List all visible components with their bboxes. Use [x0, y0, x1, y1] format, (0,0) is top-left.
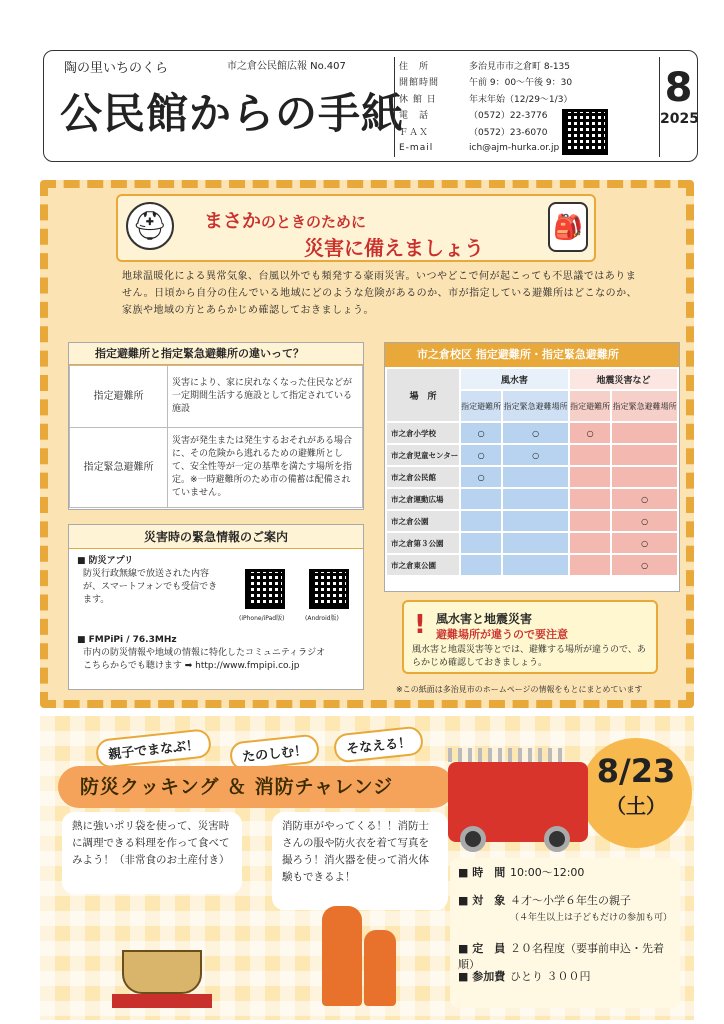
row-value: 災害により、家に戻れなくなった住民などが一定期間生活する施設として指定されている施設: [168, 366, 363, 428]
row-key: 指定緊急避難所: [70, 428, 168, 508]
shelter-mark: ○: [461, 423, 501, 443]
table-row: [387, 533, 677, 553]
subheader: 指定緊急避難場所: [503, 391, 568, 421]
warning-title: 風水害と地震災害: [436, 612, 533, 626]
info-key: 住 所: [399, 61, 430, 72]
info-key: 休 館 日: [399, 94, 437, 105]
shelter-mark: [503, 467, 568, 487]
emergency-bag-icon: 🎒: [548, 202, 588, 252]
disaster-intro: 地球温暖化による異常気象、台風以外でも頻発する豪雨災害。いつやどこで何が起こっても不思議ではありません。日頃から自分の住んでいる地域にどのような危険があるのか、市が指定している避難所はどこなのか、家族や地域の方とあらかじめ確認しておきましょう。: [122, 271, 638, 316]
banner-line2: 災害に備えましょう: [304, 236, 484, 260]
event-weekday: （土）: [606, 794, 666, 818]
shelter-name: 市之倉児童センター: [387, 445, 459, 465]
table-row: [387, 445, 677, 465]
table-row: [387, 467, 677, 487]
shelter-mark: [503, 511, 568, 531]
detail-key: ■ 参加費: [458, 970, 506, 983]
detail-target: [458, 892, 631, 908]
qr-code-icon[interactable]: [562, 109, 608, 155]
info-key: 電 話: [399, 111, 430, 122]
shelter-name: 市之倉第３公園: [387, 533, 459, 553]
subheader: 指定緊急避難場所: [612, 391, 677, 421]
shelter-mark: ○: [612, 533, 677, 553]
phone: （0572）22-3776: [469, 111, 548, 122]
warning-box: [402, 600, 658, 674]
info-key: E-mail: [399, 142, 434, 153]
shelter-mark: [461, 489, 501, 509]
shelter-mark: [570, 555, 610, 575]
child-firefighter-icon: [364, 930, 396, 1006]
shelter-mark: [503, 533, 568, 553]
shelter-mark: ○: [503, 445, 568, 465]
shelter-name: 市之倉運動広場: [387, 489, 459, 509]
qr-caption-android: (Android版): [305, 615, 339, 622]
contact-info: [394, 57, 654, 157]
closed-days: 年末年始（12/29～1/3）: [469, 94, 573, 105]
issue-year: 2025: [660, 111, 699, 127]
event-date: [580, 738, 692, 848]
table-row: [387, 423, 677, 443]
event-title: 防災クッキング ＆ 消防チャレンジ: [58, 766, 454, 808]
cooking-description: 熱に強いポリ袋を使って、災害時に調理できる料理を作って食べてみよう！（非常食のお土産付き）: [62, 812, 242, 894]
detail-value: ２０名程度（要事前申込・先着順）: [458, 942, 664, 971]
shelter-mark: [461, 511, 501, 531]
warning-subtitle: 避難場所が違うので要注意: [436, 628, 568, 641]
issue-date: [659, 57, 697, 157]
emergency-title: 災害時の緊急情報のご案内: [69, 525, 363, 549]
banner-line1: [204, 206, 366, 233]
tagline: 陶の里いちのくら: [64, 61, 169, 76]
shelter-mark: [612, 467, 677, 487]
shelter-mark: [570, 511, 610, 531]
detail-key: ■ 時 間: [458, 866, 506, 879]
open-hours: 午前 9：00～午後 9：30: [469, 78, 573, 89]
subheader: 指定避難所: [570, 391, 610, 421]
shelter-name: 市之倉東公園: [387, 555, 459, 575]
shelter-mark: ○: [612, 489, 677, 509]
table-row: [387, 489, 677, 509]
fire-challenge-description: 消防車がやってくる！！消防士さんの服や防火衣を着て写真を撮ろう！消火器を使って消火体験もできるよ！: [272, 812, 448, 910]
difference-title: 指定避難所と指定緊急避難所の違いって？: [69, 343, 363, 365]
banner-maska: まさか: [204, 210, 262, 232]
table-row: [387, 555, 677, 575]
detail-key: ■ 定 員: [458, 942, 506, 955]
wheel-icon: [460, 826, 486, 852]
firefighter-icon: [322, 906, 362, 1006]
detail-time: [458, 864, 584, 880]
shelter-name: 市之倉公民館: [387, 467, 459, 487]
helmet-icon: ⛑: [126, 202, 174, 250]
shelter-mark: [570, 533, 610, 553]
issue-number: 市之倉公民館広報 No.407: [227, 61, 346, 72]
shelter-name: 市之倉小学校: [387, 423, 459, 443]
difference-table: [69, 365, 363, 508]
detail-value: ひとり ３００円: [510, 970, 591, 983]
event-details: [450, 858, 680, 1008]
warning-text: 風水害と地震災害等とでは、避難する場所が違うので、あらかじめ確認しておきましょう。: [412, 645, 646, 668]
subheader: 指定避難所: [461, 391, 501, 421]
disaster-banner: [116, 194, 596, 262]
issue-month: 8: [664, 65, 693, 111]
shelter-mark: ○: [503, 423, 568, 443]
shelter-mark: ○: [612, 555, 677, 575]
shelter-mark: ○: [612, 511, 677, 531]
detail-target-note: [458, 910, 672, 923]
shelter-mark: [570, 467, 610, 487]
info-key: 開館時間: [399, 78, 440, 89]
exclamation-icon: !: [414, 610, 426, 640]
ribbon-prepare: そなえる！: [333, 725, 425, 763]
quake-header: 地震災害など: [570, 369, 677, 389]
shelter-mark: [612, 423, 677, 443]
source-note: ※この紙面は多治見市のホームページの情報をもとにまとめています: [396, 685, 643, 694]
cooking-pot-icon: [122, 950, 202, 994]
shelter-mark: [503, 555, 568, 575]
ribbon-learn: 親子でまなぶ！: [95, 728, 212, 769]
shelter-mark: ○: [570, 423, 610, 443]
app-text: 防災行政無線で放送された内容が、スマートフォンでも受信できます。: [83, 569, 218, 605]
shelter-mark: [461, 555, 501, 575]
detail-value: 10:00～12:00: [510, 866, 585, 879]
email: ich@ajm-hurka.or.jp: [469, 142, 560, 153]
shelter-mark: [503, 489, 568, 509]
ribbon-enjoy: たのしむ！: [229, 733, 321, 771]
shelter-mark: [570, 445, 610, 465]
detail-fee: [458, 968, 591, 984]
wheel-icon: [544, 826, 570, 852]
app-label: ■ 防災アプリ: [77, 556, 134, 566]
qr-caption-ios: (iPhone/iPad版): [239, 615, 285, 622]
shelter-mark: ○: [461, 445, 501, 465]
table-header-row: [387, 369, 677, 389]
detail-key: ■ 対 象: [458, 894, 506, 907]
row-key: 指定避難所: [70, 366, 168, 428]
shelter-name: 市之倉公園: [387, 511, 459, 531]
shelter-mark: [612, 445, 677, 465]
fm-label: ■ FMPiPi / 76.3MHz: [77, 635, 177, 645]
table-row: [70, 428, 363, 508]
address: 多治見市市之倉町 8-135: [469, 61, 571, 72]
detail-value: ４才～小学６年生の親子: [510, 894, 631, 907]
qr-code-android-icon[interactable]: [309, 569, 349, 609]
flood-header: 風水害: [461, 369, 568, 389]
shelter-mark: ○: [461, 467, 501, 487]
shelter-mark: [461, 533, 501, 553]
shelter-mark: [570, 489, 610, 509]
qr-code-ios-icon[interactable]: [245, 569, 285, 609]
shelter-table: [385, 367, 679, 577]
shelter-difference-box: [68, 342, 364, 510]
fire-truck-icon: [448, 762, 588, 842]
detail-value: （４年生以上は子どもだけの参加も可）: [510, 913, 673, 923]
banner-tokino: のときのために: [261, 213, 367, 231]
event-date-number: 8/23: [596, 752, 676, 790]
fax: （0572）23-6070: [469, 127, 548, 138]
newsletter-header: [43, 50, 698, 162]
row-value: 災害が発生または発生するおそれがある場合に、その危険から逃れるための避難所として、安全性等が一定の基準を満たす場所を指定。※一時避難所のため市の備蓄は配備されていません。: [168, 428, 363, 508]
newsletter-title: 公民館からの手紙: [60, 89, 405, 138]
info-key: ＦＡＸ: [399, 127, 430, 138]
shelter-list-title: 市之倉校区 指定避難所・指定緊急避難所: [385, 343, 679, 367]
emergency-info-box: [68, 524, 364, 690]
fm-text[interactable]: 市内の防災情報や地域の情報に特化したコミュニティラジオ こちらからでも聴けます ➡ http://www.fmpipi.co.jp: [83, 648, 335, 671]
table-row: [70, 366, 363, 428]
shelter-list-box: [384, 342, 680, 592]
place-header: 場 所: [387, 369, 459, 421]
stove-icon: [112, 994, 212, 1008]
table-row: [387, 511, 677, 531]
